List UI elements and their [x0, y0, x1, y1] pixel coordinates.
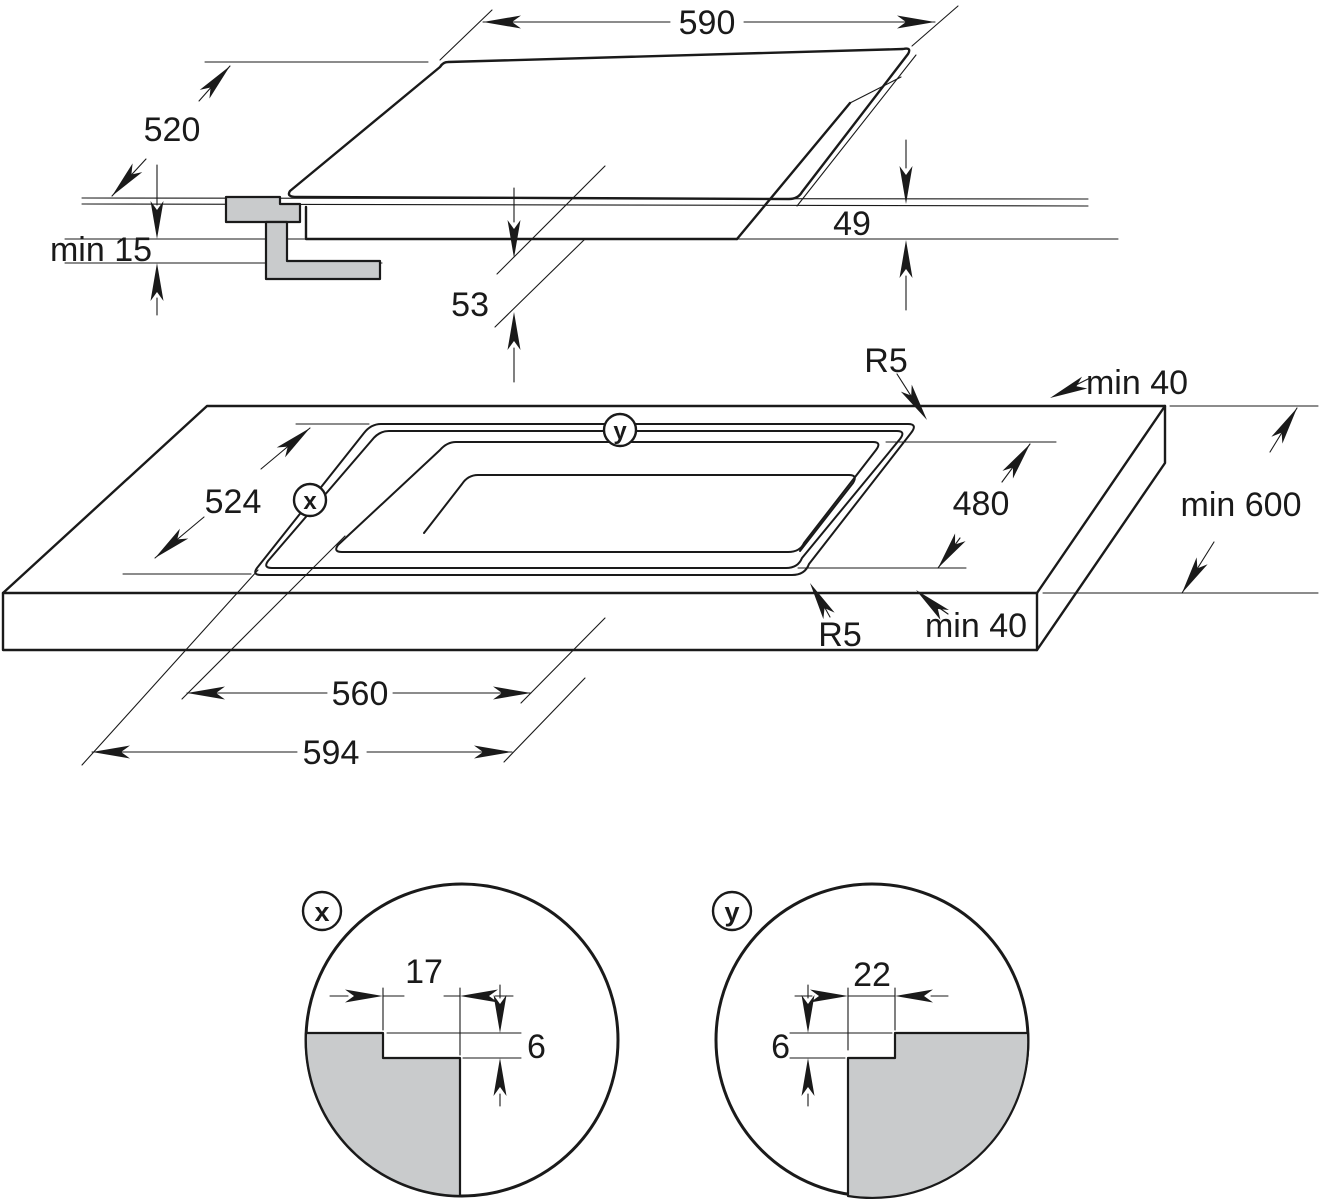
svg-text:x: x [303, 488, 317, 515]
dim-label-min600: min 600 [1180, 486, 1302, 524]
dim-label-594: 594 [302, 734, 360, 772]
detail-marker-x-ref [294, 484, 326, 516]
dim-label-590: 590 [678, 4, 736, 42]
detail-marker-y-ref [604, 414, 636, 446]
detail-circle-x [303, 884, 618, 1196]
worktop-cutout-view [3, 342, 1318, 772]
dim-label-560: 560 [331, 675, 389, 713]
detail-x-label: x [314, 897, 330, 927]
dim-label-49: 49 [833, 205, 871, 243]
cooktop-isometric-view [50, 4, 1118, 382]
mounting-clamp-foot [266, 222, 380, 279]
dim-label-6y: 6 [771, 1028, 790, 1066]
dim-label-524: 524 [204, 483, 262, 521]
dim-label-17: 17 [405, 953, 443, 991]
detail-y-label: y [724, 897, 740, 927]
dim-label-480: 480 [952, 485, 1010, 523]
detail-circle-y [713, 884, 1028, 1198]
dim-label-520: 520 [143, 111, 201, 149]
dim-label-min15: min 15 [49, 231, 153, 269]
dim-label-r5-bottom: R5 [818, 616, 862, 654]
svg-text:y: y [613, 418, 627, 445]
dim-label-53: 53 [451, 286, 489, 324]
worktop-section-y [848, 1033, 1028, 1198]
mounting-clamp [226, 197, 300, 222]
worktop-section-x [306, 1033, 460, 1196]
dim-label-22: 22 [853, 956, 891, 994]
dim-label-min40-bottom: min 40 [924, 607, 1028, 645]
dim-label-min40-top: min 40 [1085, 364, 1189, 402]
dim-label-6x: 6 [527, 1028, 546, 1066]
dim-label-r5-top: R5 [864, 342, 908, 380]
